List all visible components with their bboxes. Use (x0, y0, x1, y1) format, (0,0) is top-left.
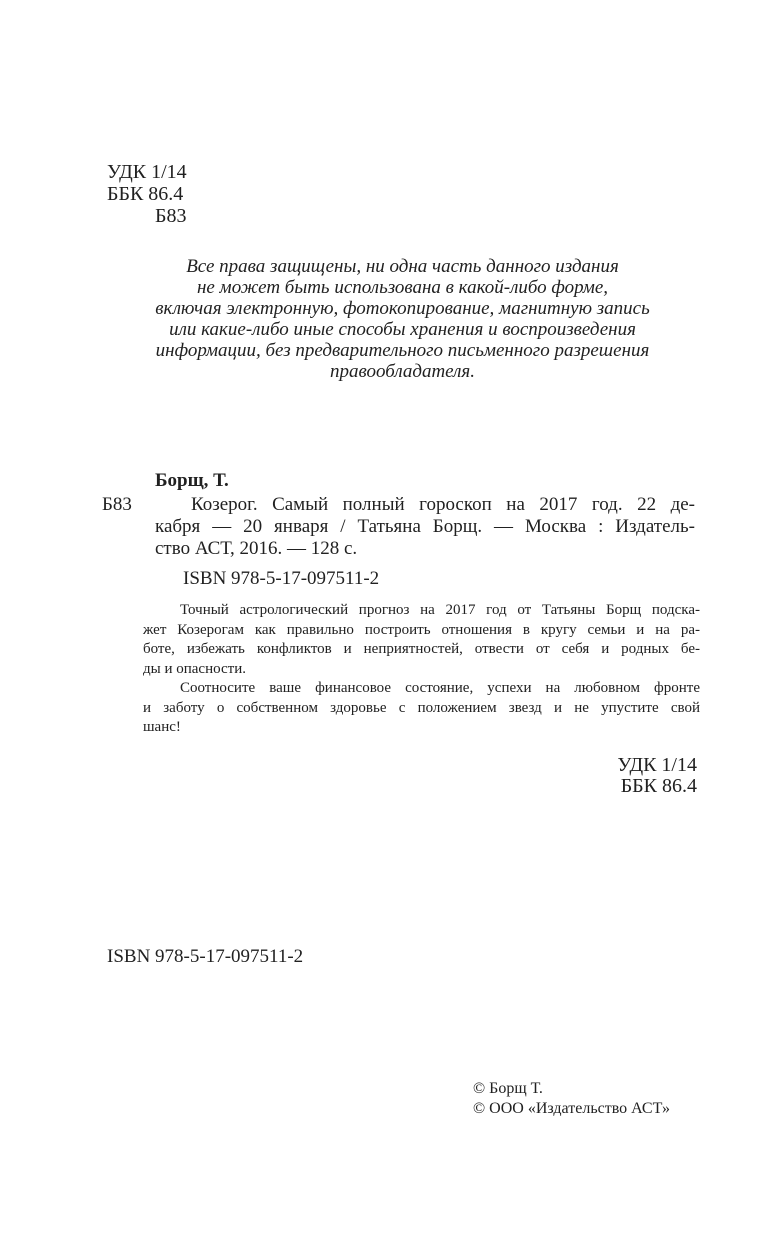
rights-line: правообладателя. (329, 361, 475, 382)
annotation-line: Соотносите ваше финансовое состояние, успехи на любовном фронте (180, 680, 700, 696)
author-sign-code: Б83 (155, 205, 187, 227)
description-line: кабря — 20 января / Татьяна Борщ. — Москва : Издатель- (155, 516, 695, 537)
udk-code: УДК 1/14 (107, 161, 187, 183)
bbk-code: ББК 86.4 (107, 183, 184, 205)
catalog-isbn: ISBN 978-5-17-097511-2 (183, 568, 380, 589)
isbn-line: ISBN 978-5-17-097511-2 (107, 946, 304, 967)
rights-notice (105, 256, 700, 382)
copyright-block (473, 1079, 670, 1119)
annotation-block (143, 601, 700, 738)
annotation-line: и заботу о собственном здоровье с положением звезд и не упустите свой (143, 699, 700, 716)
description-line: ство АСТ, 2016. — 128 с. (155, 538, 358, 559)
annotation-line: Точный астрологический прогноз на 2017 год от Татьяны Борщ подска- (180, 602, 700, 618)
annotation-line: жет Козерогам как правильно построить отношения в кругу семьи и на ра- (143, 621, 700, 638)
bbk-code-right: ББК 86.4 (620, 775, 697, 797)
rights-line: или какие-либо иные способы хранения и воспроизведения (169, 319, 636, 340)
header-codes-block (107, 161, 187, 227)
catalog-author: Борщ, Т. (155, 470, 229, 491)
copyright-line: © Борщ Т. (473, 1080, 543, 1097)
rights-line: включая электронную, фотокопирование, магнитную запись (155, 298, 650, 319)
annotation-line: ды и опасности. (143, 660, 246, 677)
annotation-line: боте, избежать конфликтов и неприятностей, отвести от себя и родных бе- (143, 641, 700, 657)
catalog-author-sign: Б83 (102, 494, 132, 515)
annotation-line: шанс! (143, 719, 181, 735)
udk-code-right: УДК 1/14 (617, 754, 697, 776)
rights-line: не может быть использована в какой-либо форме, (196, 277, 609, 298)
catalog-description (155, 494, 695, 560)
footer-codes-block (617, 755, 697, 797)
rights-line: информации, без предварительного письменного разрешения (155, 340, 650, 361)
copyright-line: © ООО «Издательство АСТ» (473, 1100, 670, 1117)
rights-line: Все права защищены, ни одна часть данного издания (186, 256, 619, 277)
description-line: Козерог. Самый полный гороскоп на 2017 год. 22 де- (191, 494, 695, 515)
